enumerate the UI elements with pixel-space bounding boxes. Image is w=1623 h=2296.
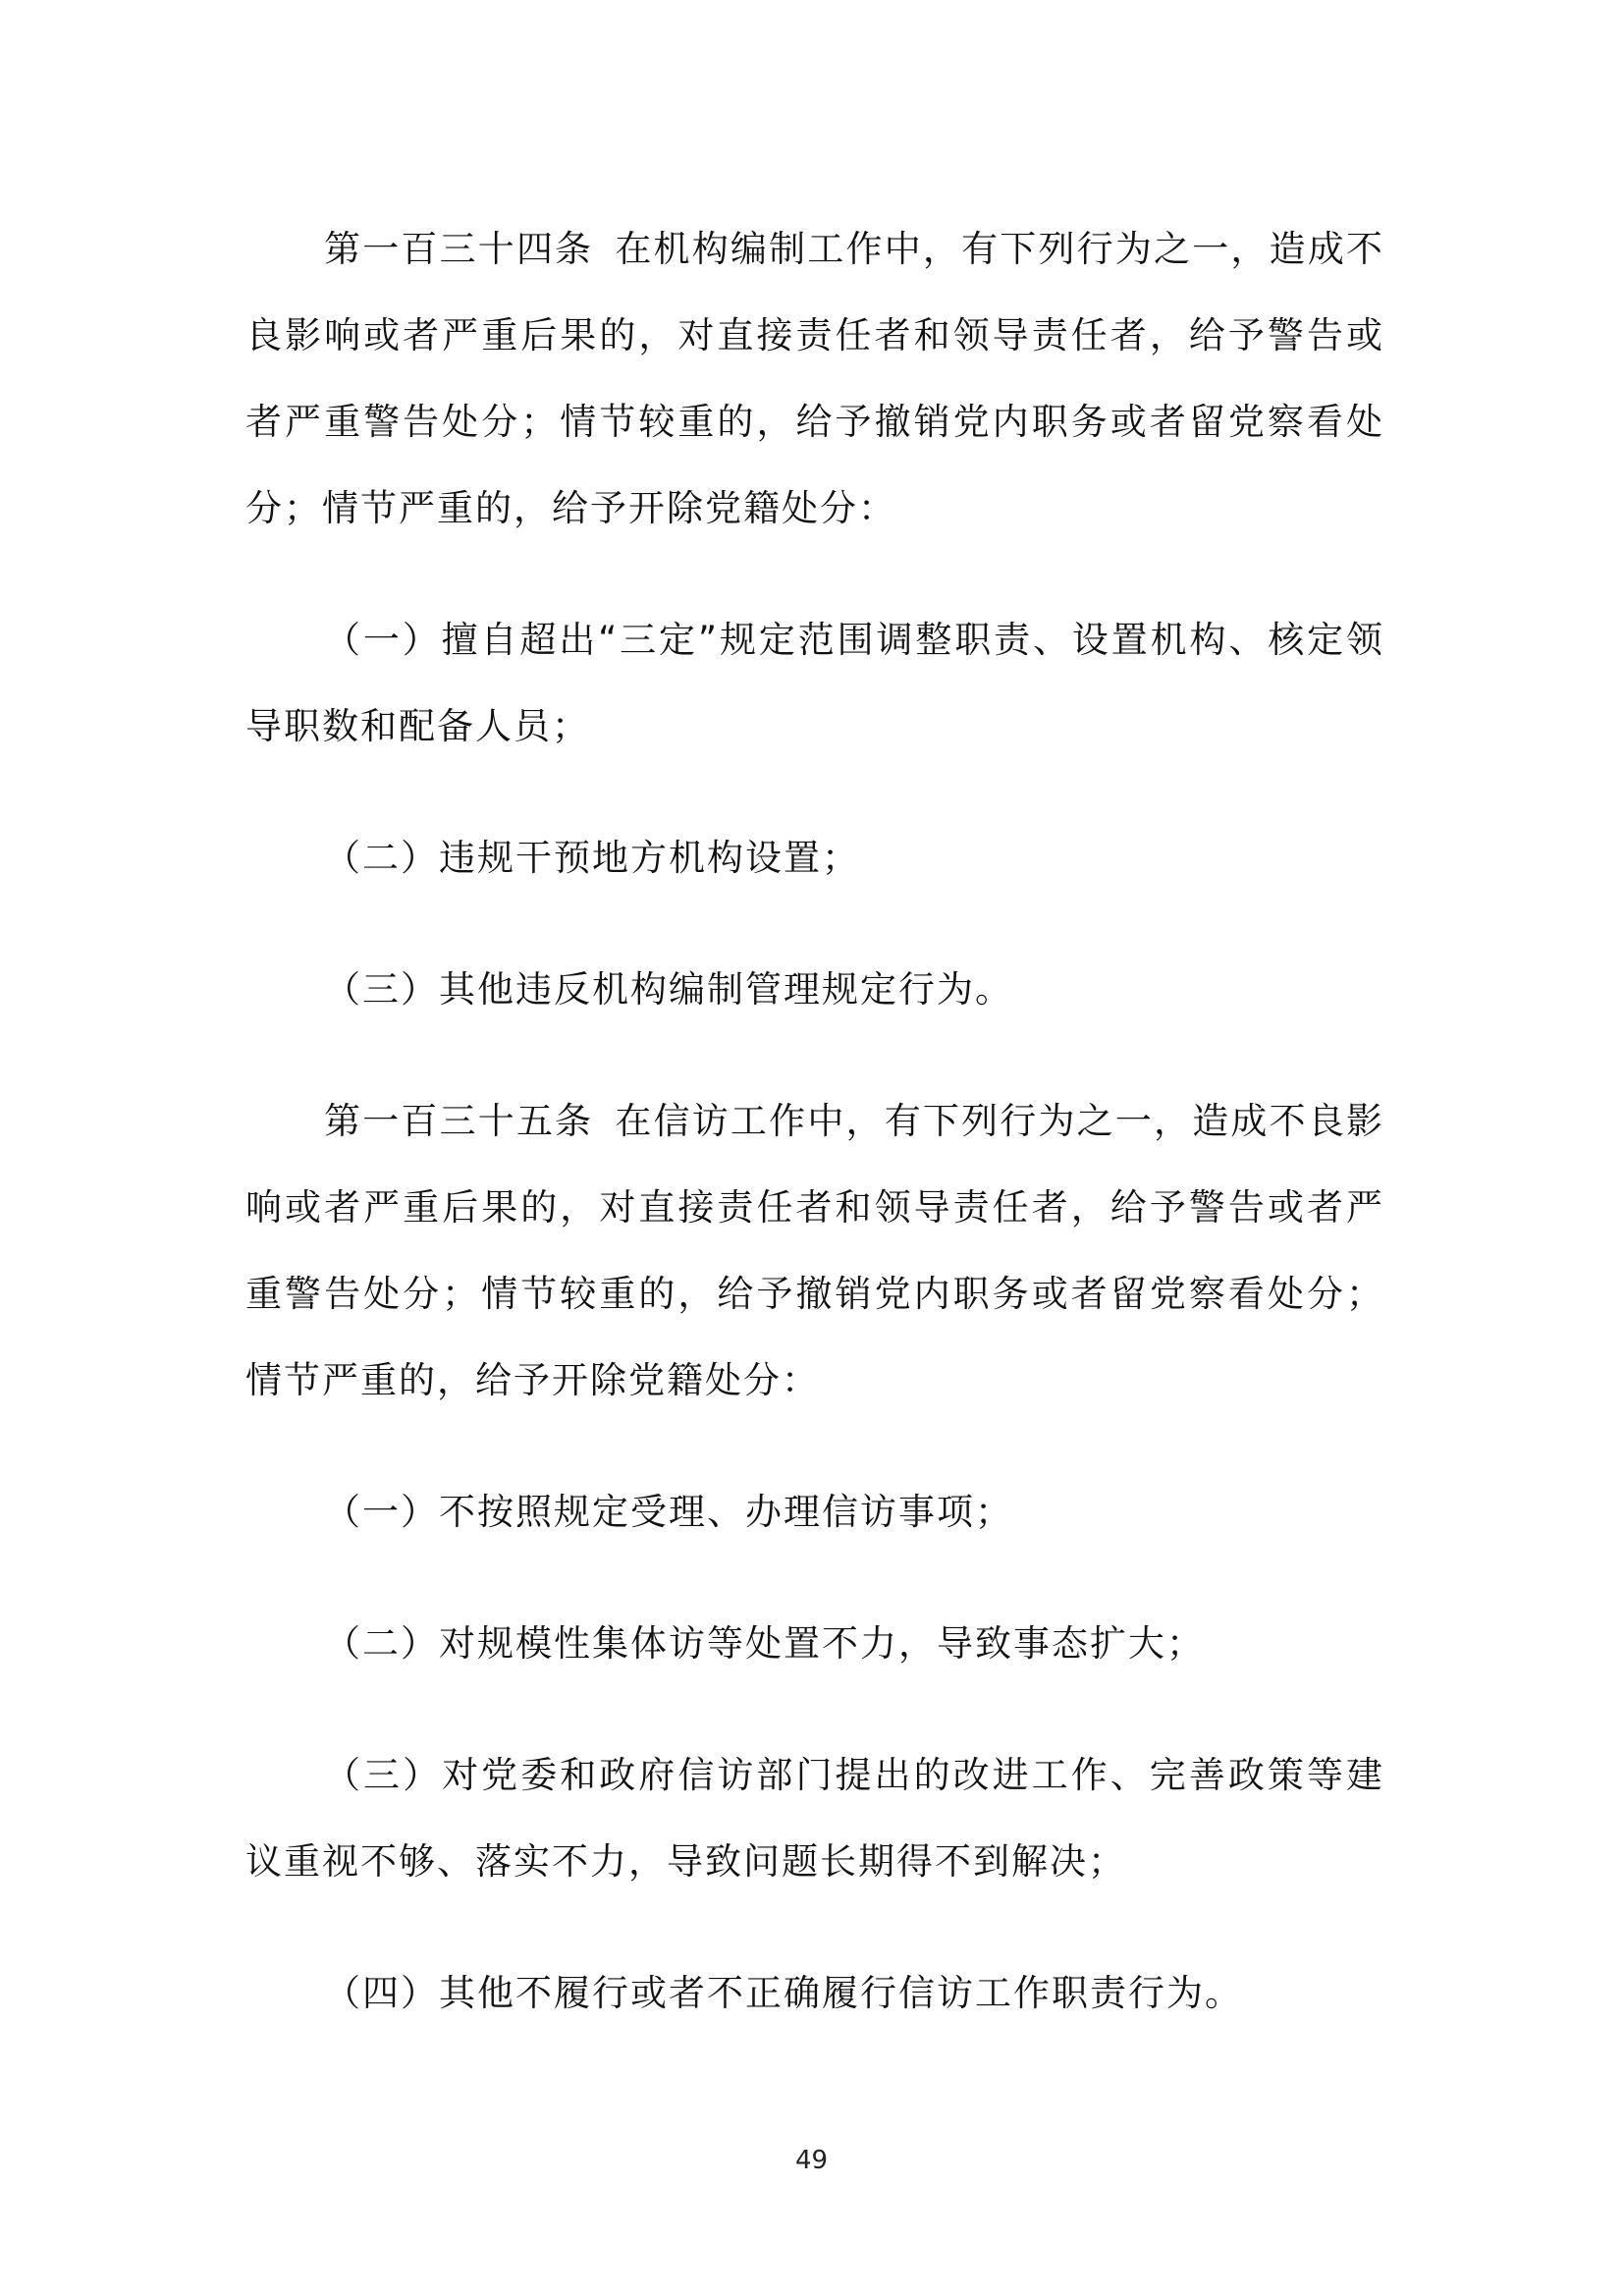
page-content <box>245 206 1384 2082</box>
article-135-item-2: （二）对规模性集体访等处置不力，导致事态扩大； <box>324 1622 1205 1665</box>
article-134-item-2: （二）违规干预地方机构设置； <box>324 837 860 879</box>
page-number: 49 <box>794 2146 829 2175</box>
article-135-number: 第一百三十五条 <box>324 1100 594 1142</box>
article-135-intro-text: 在信访工作中，有下列行为之一，造成不良影响或者严重后果的，对直接责任者和领导责任者，给予警告或者严重警告处分；情节较重的，给予撤销党内职务或者留党察看处分；情节严重的，给予开除党籍处分： <box>245 1100 1385 1401</box>
article-135-item-4: （四）其他不履行或者不正确履行信访工作职责行为。 <box>324 1972 1243 2014</box>
article-134-item-1: （一）擅自超出“三定”规定范围调整职责、设置机构、核定领导职数和配备人员； <box>245 619 1384 747</box>
article-134-intro-text: 在机构编制工作中，有下列行为之一，造成不良影响或者严重后果的，对直接责任者和领导责任者，给予警告或者严重警告处分；情节较重的，给予撤销党内职务或者留党察看处分；情节严重的，给予开除党籍处分： <box>245 228 1385 529</box>
article-135-item-1: （一）不按照规定受理、办理信访事项； <box>324 1491 1013 1533</box>
article-134-item-3: （三）其他违反机构编制管理规定行为。 <box>324 968 1013 1011</box>
article-135-item-3: （三）对党委和政府信访部门提出的改进工作、完善政策等建议重视不够、落实不力，导致问题长期得不到解决； <box>245 1754 1384 1883</box>
article-134-intro <box>245 206 1384 552</box>
article-135-intro <box>245 1078 1384 1424</box>
article-134-number: 第一百三十四条 <box>324 228 594 270</box>
